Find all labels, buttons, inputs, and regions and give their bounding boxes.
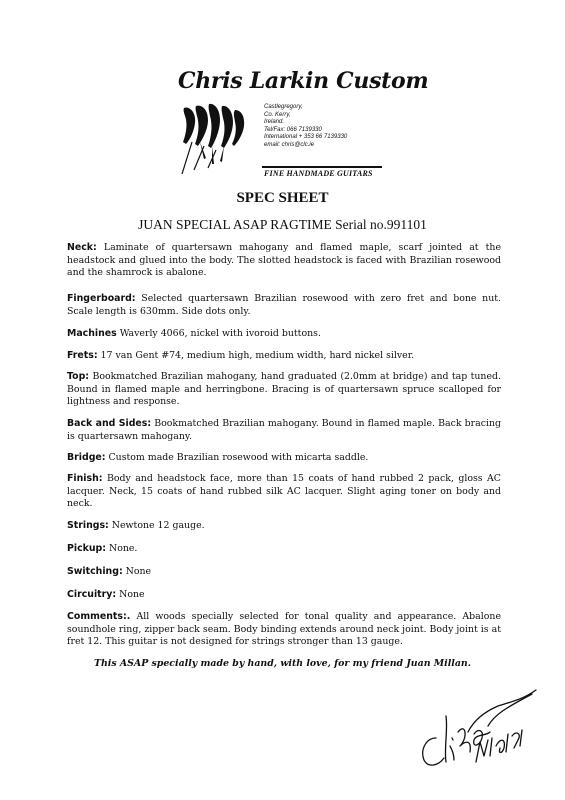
tagline: FINE HANDMADE GUITARS bbox=[264, 169, 373, 178]
spec-fingerboard bbox=[67, 293, 501, 318]
spec-machines bbox=[67, 328, 501, 341]
spec-text: 17 van Gent #74, medium high, medium width, hard nickel silver. bbox=[100, 350, 415, 361]
spec-label: Top: bbox=[67, 371, 90, 382]
brand-name: Chris Larkin Custom bbox=[178, 68, 429, 94]
spec-pickup bbox=[67, 543, 501, 556]
spec-finish bbox=[67, 473, 501, 511]
address-line: Co. Kerry, bbox=[264, 111, 291, 118]
spec-label: Comments:. bbox=[67, 611, 131, 622]
closing-note: This ASAP specially made by hand, with love, for my friend Juan Millan. bbox=[93, 658, 471, 669]
spec-label: Machines bbox=[67, 328, 117, 339]
address-line: Castlegregory, bbox=[264, 104, 303, 110]
spec-top bbox=[67, 371, 501, 409]
spec-switching bbox=[67, 566, 501, 579]
spec-neck bbox=[67, 242, 501, 280]
spec-text: Newtone 12 gauge. bbox=[111, 520, 205, 531]
spec-text: Bookmatched Brazilian mahogany, hand graduated (2.0mm at bridge) and tap tuned. Bound in flamed maple and herringbone. Bracing is of quartersawn spruce scalloped for lightness and response. bbox=[67, 371, 501, 407]
spec-text: None. bbox=[109, 543, 138, 554]
spec-label: Neck: bbox=[67, 242, 97, 253]
spec-label: Bridge: bbox=[67, 452, 106, 463]
spec-label: Strings: bbox=[67, 520, 109, 531]
page-title: SPEC SHEET bbox=[236, 190, 329, 206]
spec-text: Waverly 4066, nickel with ivoroid buttons. bbox=[119, 328, 321, 339]
spec-label: Finish: bbox=[67, 473, 103, 484]
guitar-silhouettes-icon bbox=[178, 98, 260, 178]
address-line: Ireland. bbox=[264, 119, 285, 126]
spec-text: None bbox=[125, 566, 152, 577]
model-serial-line: JUAN SPECIAL ASAP RAGTIME Serial no.991101 bbox=[138, 217, 427, 232]
spec-text: Bookmatched Brazilian mahogany. Bound in flamed maple. Back bracing is quartersawn mahogany. bbox=[67, 418, 501, 442]
letterhead-rule bbox=[262, 166, 382, 168]
spec-text: None bbox=[119, 589, 145, 600]
handwritten-signature-icon bbox=[414, 676, 546, 776]
spec-strings bbox=[67, 520, 501, 533]
spec-label: Fingerboard: bbox=[67, 293, 136, 304]
address-block bbox=[264, 104, 347, 150]
address-line: Tel/Fax: 066 7139330 bbox=[264, 126, 322, 133]
spec-text: All woods specially selected for tonal quality and appearance. Abalone soundhole ring, zipper back seam. Body binding extends around neck joint. Body joint is at fret 12. This guitar is not designed for strings stronger than 13 gauge. bbox=[67, 611, 501, 647]
spec-text: Custom made Brazilian rosewood with micarta saddle. bbox=[108, 452, 369, 463]
spec-label: Frets: bbox=[67, 350, 98, 361]
spec-label: Back and Sides: bbox=[67, 418, 152, 429]
spec-back-and-sides bbox=[67, 418, 501, 443]
spec-comments bbox=[67, 611, 501, 649]
spec-bridge bbox=[67, 452, 501, 465]
spec-label: Switching: bbox=[67, 566, 123, 577]
spec-circuitry bbox=[67, 589, 501, 602]
address-line: International + 353 66 7139330 bbox=[264, 134, 348, 141]
spec-text: Body and headstock face, more than 15 coats of hand rubbed 2 pack, gloss AC lacquer. Neck, 15 coats of hand rubbed silk AC lacquer. Slight aging toner on body and neck. bbox=[67, 473, 501, 509]
spec-label: Pickup: bbox=[67, 543, 107, 554]
spec-frets bbox=[67, 350, 501, 363]
spec-label: Circuitry: bbox=[67, 589, 117, 600]
spec-text: Laminate of quartersawn mahogany and flamed maple, scarf jointed at the headstock and glued into the body. The slotted headstock is faced with Brazilian rosewood and the shamrock is abalone. bbox=[67, 242, 502, 278]
address-line: email: chris@clc.ie bbox=[264, 141, 315, 148]
spec-text: Selected quartersawn Brazilian rosewood with zero fret and bone nut. Scale length is 630mm. Side dots only. bbox=[67, 293, 501, 317]
